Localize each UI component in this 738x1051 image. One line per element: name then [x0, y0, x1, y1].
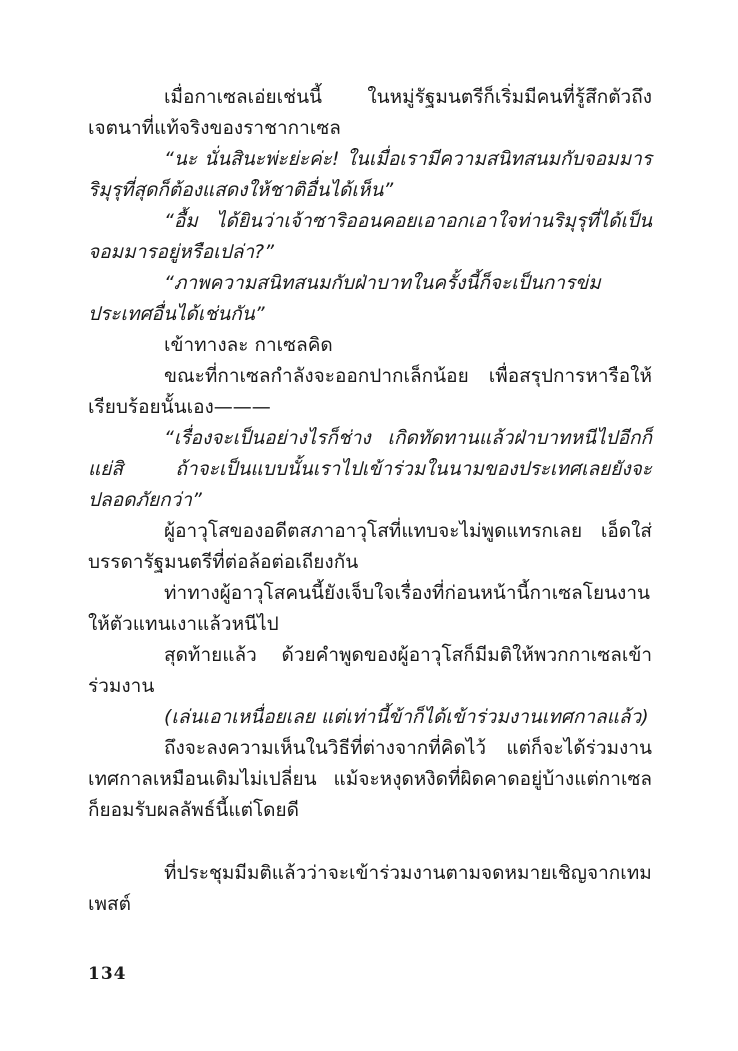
paragraph: ถึงจะลงความเห็นในวิธีที่ต่างจากที่คิดไว้ แต่ก็จะได้ร่วมงานเทศกาลเหมือนเดิมไม่เปลี่ยน แม้จะหงุดหงิดที่ผิดคาดอยู่บ้างแต่กาเซลก็ยอมรับผลลัพธ์นี้แต่โดยดี — [88, 737, 652, 821]
paragraph: สุดท้ายแล้ว ด้วยคำพูดของผู้อาวุโสก็มีมติให้พวกกาเซลเข้าร่วมงาน — [88, 644, 652, 697]
paragraph: เข้าทางละ กาเซลคิด — [164, 334, 333, 356]
page-body — [88, 82, 652, 920]
dialogue-paragraph: “นะ นั่นสินะพ่ะย่ะค่ะ! ในเมื่อเรามีความสนิทสนมกับจอมมาร ริมุรุที่สุดก็ต้องแสดงให้ชาติอื่นได้เห็น” — [88, 148, 652, 201]
paragraph: ผู้อาวุโสของอดีตสภาอาวุโสที่แทบจะไม่พูดแทรกเลย เอ็ดใส่บรรดารัฐมนตรีที่ต่อล้อต่อเถียงกัน — [88, 520, 652, 573]
dialogue-paragraph: “เรื่องจะเป็นอย่างไรก็ช่าง เกิดทัดทานแล้วฝ่าบาทหนีไปอีกก็แย่สิ ถ้าจะเป็นแบบนั้นเราไปเข้าร่วมในนามของประเทศเลยยังจะปลอดภัยกว่า” — [88, 427, 652, 511]
dialogue-paragraph: “อื้ม ได้ยินว่าเจ้าซาริออนคอยเอาอกเอาใจท่านริมุรุที่ได้เป็นจอมมารอยู่หรือเปล่า?” — [88, 210, 652, 263]
paragraph: ขณะที่กาเซลกำลังจะออกปากเล็กน้อย เพื่อสรุปการหารือให้เรียบร้อยนั้นเอง——— — [88, 365, 652, 418]
dialogue-paragraph: “ภาพความสนิทสนมกับฝ่าบาทในครั้งนี้ก็จะเป็นการข่มประเทศอื่นได้เช่นกัน” — [88, 272, 601, 325]
paragraph: เมื่อกาเซลเอ่ยเช่นนี้ ในหมู่รัฐมนตรีก็เริ่มมีคนที่รู้สึกตัวถึงเจตนาที่แท้จริงของราชากาเซล — [88, 86, 652, 139]
page-number: 134 — [88, 964, 127, 984]
paragraph: ที่ประชุมมีมติแล้วว่าจะเข้าร่วมงานตามจดหมายเชิญจากเทมเพสต์ — [88, 862, 652, 915]
paragraph: ท่าทางผู้อาวุโสคนนี้ยังเจ็บใจเรื่องที่ก่อนหน้านี้กาเซลโยนงานให้ตัวแทนเงาแล้วหนีไป — [88, 582, 650, 635]
thought-paragraph: (เล่นเอาเหนื่อยเลย แต่เท่านี้ข้าก็ได้เข้าร่วมงานเทศกาลแล้ว) — [164, 706, 649, 728]
